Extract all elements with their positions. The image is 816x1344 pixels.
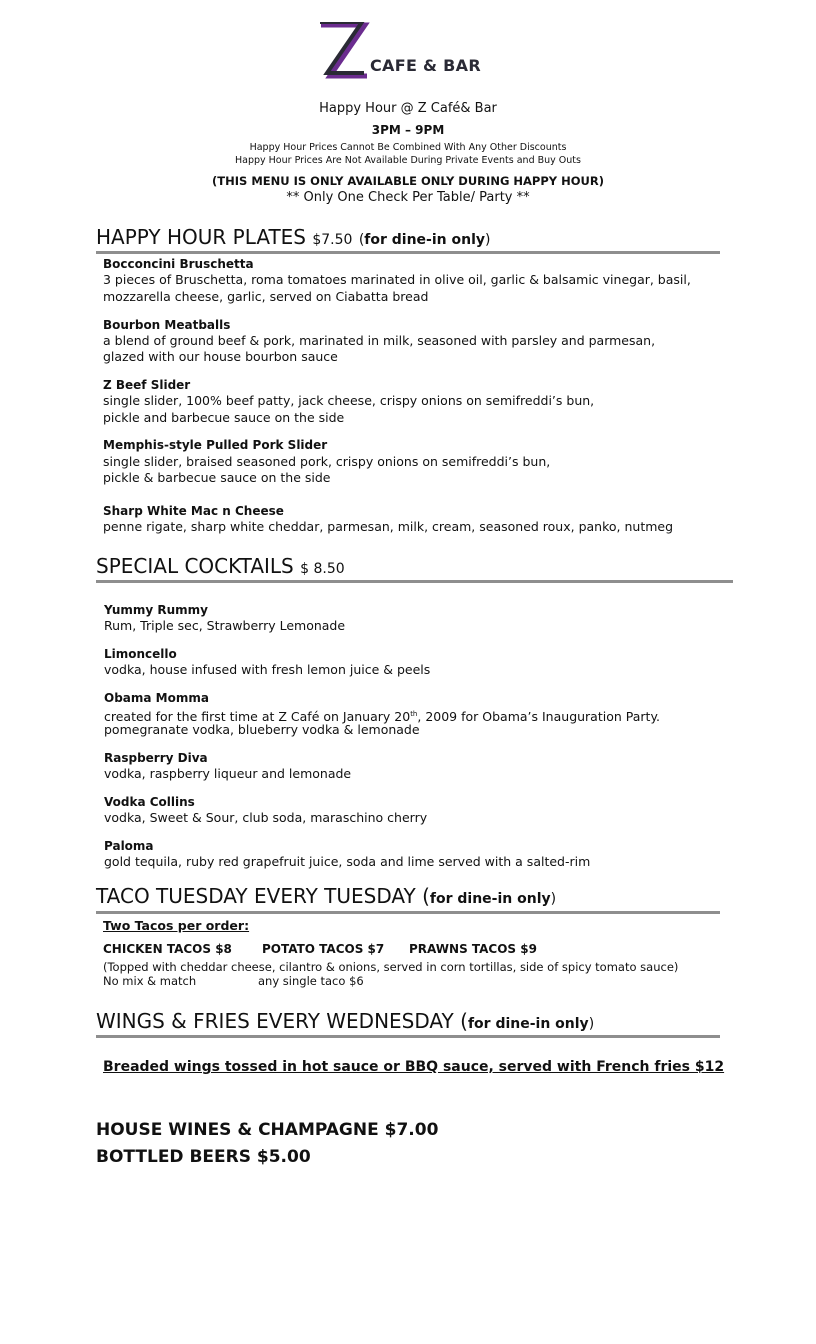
cocktails-divider [96, 580, 733, 583]
hours: 3PM – 9PM [371, 123, 445, 137]
cocktails-title-text: SPECIAL COCKTAILS [96, 554, 301, 578]
menu-item-desc: single slider, 100% beef patty, jack cheese, crispy onions on semifreddi’s bun, [103, 393, 595, 408]
bottled-beers: BOTTLED BEERS $5.00 [96, 1147, 311, 1167]
house-wines: HOUSE WINES & CHAMPAGNE $7.00 [96, 1120, 439, 1140]
cocktail-name: Paloma [104, 839, 154, 853]
disclaimer-1: Happy Hour Prices Cannot Be Combined With Any Other Discounts [249, 142, 567, 153]
cocktail-name: Obama Momma [104, 691, 209, 705]
menu-item-name: Memphis-style Pulled Pork Slider [103, 438, 328, 452]
menu-item-name: Bocconcini Bruschetta [103, 257, 254, 271]
menu-item-name: Sharp White Mac n Cheese [103, 504, 284, 518]
taco-no-mix: No mix & match [103, 974, 197, 988]
disclaimer-2: Happy Hour Prices Are Not Available During Private Events and Buy Outs [235, 155, 581, 166]
cocktail-desc: pomegranate vodka, blueberry vodka & lemonade [104, 722, 420, 737]
availability-notice: (THIS MENU IS ONLY AVAILABLE ONLY DURING HAPPY HOUR) [212, 174, 604, 188]
cocktail-desc-part: created for the first time at Z Café on January 20 [104, 709, 411, 725]
taco-divider [96, 911, 720, 914]
check-notice: ** Only One Check Per Table/ Party ** [286, 190, 530, 205]
wings-divider [96, 1035, 720, 1038]
menu-item-desc: penne rigate, sharp white cheddar, parmesan, milk, cream, seasoned roux, panko, nutmeg [103, 519, 674, 534]
wings-note: for dine-in only [467, 1016, 589, 1032]
cafe-logo [318, 22, 488, 84]
plates-price: $7.50 [312, 232, 353, 248]
menu-item-desc: pickle and barbecue sauce on the side [103, 410, 345, 425]
taco-subheading: Two Tacos per order: [103, 918, 250, 933]
cocktails-title [96, 554, 345, 578]
plates-note: for dine-in only [364, 232, 486, 248]
cocktail-desc-part: , 2009 for Obama’s Inauguration Party. [417, 709, 661, 725]
prawns-tacos: PRAWNS TACOS $9 [409, 942, 537, 956]
menu-item-desc: 3 pieces of Bruschetta, roma tomatoes marinated in olive oil, garlic & balsamic vinegar, basil, [103, 272, 691, 287]
menu-item-name: Z Beef Slider [103, 378, 191, 392]
potato-tacos: POTATO TACOS $7 [262, 942, 385, 956]
cocktail-name: Limoncello [104, 647, 177, 661]
wings-description: Breaded wings tossed in hot sauce or BBQ sauce, served with French fries $12 [103, 1059, 725, 1075]
cocktail-desc: vodka, raspberry liqueur and lemonade [104, 766, 352, 781]
cocktail-desc: Rum, Triple sec, Strawberry Lemonade [104, 618, 346, 633]
menu-item-desc: glazed with our house bourbon sauce [103, 349, 338, 364]
z-logo-icon [318, 22, 378, 84]
taco-title: TACO TUESDAY EVERY TUESDAY (for dine-in only) [96, 884, 557, 908]
wings-title-text: WINGS & FRIES EVERY WEDNESDAY [96, 1009, 461, 1033]
cocktail-desc: vodka, Sweet & Sour, club soda, maraschino cherry [104, 810, 428, 825]
wings-title: WINGS & FRIES EVERY WEDNESDAY (for dine-in only) [96, 1009, 595, 1033]
menu-item-desc: single slider, braised seasoned pork, crispy onions on semifreddi’s bun, [103, 454, 551, 469]
menu-item-desc: pickle & barbecue sauce on the side [103, 470, 331, 485]
cocktails-price: $ 8.50 [300, 561, 345, 577]
plates-title: HAPPY HOUR PLATES $7.50 (for dine-in only) [96, 225, 491, 249]
plates-divider [96, 251, 720, 254]
plates-title-text: HAPPY HOUR PLATES [96, 225, 313, 249]
ordinal-suffix: th [410, 710, 418, 718]
chicken-tacos: CHICKEN TACOS $8 [103, 942, 232, 956]
cocktail-desc: vodka, house infused with fresh lemon juice & peels [104, 662, 431, 677]
taco-note: for dine-in only [429, 891, 551, 907]
happy-hour-heading: Happy Hour @ Z Café& Bar [319, 101, 497, 116]
taco-description: (Topped with cheddar cheese, cilantro & onions, served in corn tortillas, side of spicy tomato sauce) [103, 960, 679, 974]
menu-item-name: Bourbon Meatballs [103, 318, 231, 332]
cocktail-name: Vodka Collins [104, 795, 195, 809]
cocktail-name: Yummy Rummy [104, 603, 208, 617]
cocktail-desc: gold tequila, ruby red grapefruit juice, soda and lime served with a salted-rim [104, 854, 591, 869]
logo-text: CAFE & BAR [370, 56, 481, 75]
cocktail-name: Raspberry Diva [104, 751, 208, 765]
menu-item-desc: a blend of ground beef & pork, marinated in milk, seasoned with parsley and parmesan, [103, 333, 656, 348]
menu-item-desc: mozzarella cheese, garlic, served on Ciabatta bread [103, 289, 429, 304]
taco-title-text: TACO TUESDAY EVERY TUESDAY [96, 884, 423, 908]
taco-single-price: any single taco $6 [258, 974, 364, 988]
